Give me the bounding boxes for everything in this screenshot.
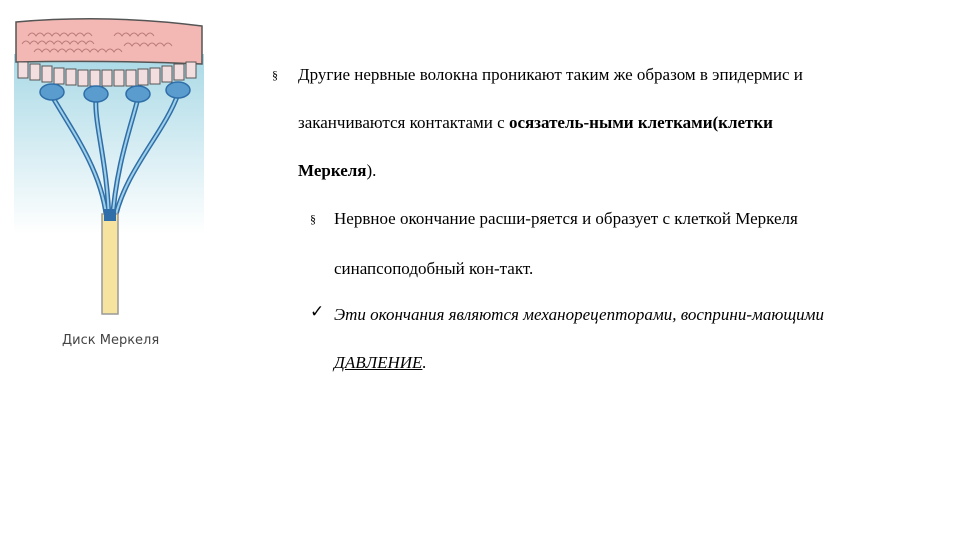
figure-caption: Диск Меркеля: [62, 333, 160, 348]
check-icon: ✓: [310, 302, 325, 322]
bullet2-line2: синапсоподобный кон-такт.: [334, 259, 534, 278]
bullet1-line1: Другие нервные волокна проникают таким же образом в эпидермис и: [298, 65, 803, 84]
bullet-marker: §: [310, 212, 316, 226]
bullet1-line3: Меркеля).: [298, 161, 377, 180]
bullet3-line1: Эти окончания являются механорецепторами, восприни-мающими: [334, 305, 825, 324]
bullet2-line1: Нервное окончание расши-ряется и образует с клеткой Меркеля: [334, 209, 798, 228]
bullet-marker: §: [272, 68, 278, 82]
bullet3-line2: ДАВЛЕНИЕ.: [334, 353, 427, 372]
bullet1-line2: заканчиваются контактами с осязатель-ными клетками(клетки: [298, 113, 773, 132]
